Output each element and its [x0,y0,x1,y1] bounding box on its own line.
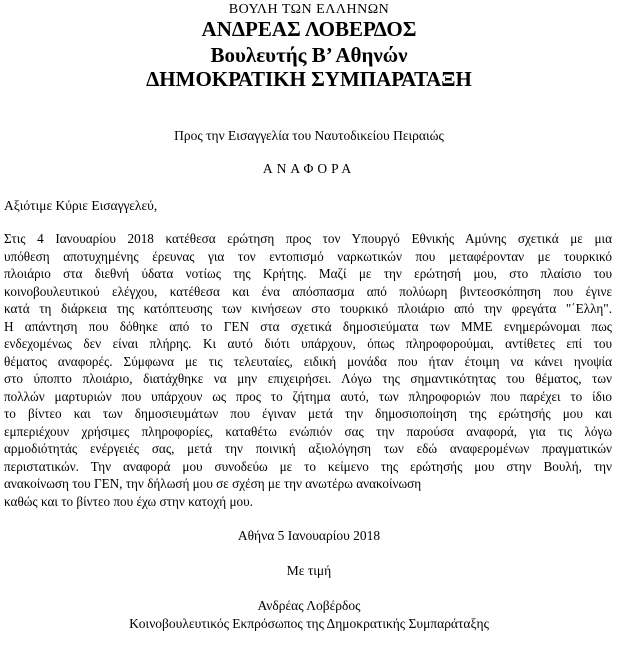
body-line: Η απάντηση που δόθηκε από το ΓΕΝ στα σχετικά δημοσιεύματα των ΜΜΕ ενημερώνομαι πως [4,318,612,334]
body-line: πλοιάριο στα διεθνή ύδατα νοτίως της Κρήτης. Μαζί με την ερώτησή μου, στο πλαίσιο του [4,266,612,281]
body-line: κοινοβουλευτικού ελέγχου, κατέθεσα και ένα απόσπασμα από πολύωρη βιντεοσκόπηση που έγινε [4,283,612,299]
body-line: κατά τη διάρκεια της κατόπτευσης των κινήσεων στο τουρκικό πλοιάριο από την φρεγάτα "΄Ελλη". [4,301,612,316]
body-line: αρμοδιότητάς ενέργειές σας, μετά την ποινική αξιολόγηση των εδώ αναφερομένων πραγματικών [4,441,612,456]
body-line: το βίντεο και των δημοσιευμάτων που έγιναν μετά την δημοσιοποίηση της ερώτησής μου και [4,406,612,421]
document-title: ΑΝΑΦΟΡΑ [262,161,356,176]
salutation: Αξιότιμε Κύριε Εισαγγελεύ, [4,198,158,213]
header-position: Βουλευτής Β’ Αθηνών [210,43,408,67]
header-name: ΑΝΔΡΕΑΣ ΛΟΒΕΡΔΟΣ [201,17,417,41]
body-line: ανακοίνωση του ΓΕΝ, την δήλωσή μου σε σχέση με την ανωτέρω ανακοίνωση [4,476,422,491]
body-line: στο ύποπτο πλοιάριο, διατάχθηκε να μην επιχειρήσει. Λόγω της σημαντικότητας του θέματος, των [4,371,612,386]
header-institution: ΒΟΥΛΗ ΤΩΝ ΕΛΛΗΝΩΝ [228,2,390,17]
closing: Με τιμή [286,563,332,578]
addressee: Προς την Εισαγγελία του Ναυτοδικείου Πειραιώς [174,128,444,143]
header-party: ΔΗΜΟΚΡΑΤΙΚΗ ΣΥΜΠΑΡΑΤΑΞΗ [146,67,472,91]
signer-role: Κοινοβουλευτικός Εκπρόσωπος της Δημοκρατικής Συμπαράταξης [129,616,489,631]
body-line: ενδεχομένως δεν είναι πλήρης. Κι αυτό διότι υπάρχουν, όπως πληροφορούμαι, αντίθετες επί του [4,336,612,351]
body-line: υπόθεση αποτυχημένης έρευνας για τον εντοπισμό ναρκωτικών που μεταφέρονταν με τουρκικό [4,248,612,264]
body-line: πολλών μαρτυριών που υπάρχουν ως προς το ζήτημα αυτό, των πληροφοριών που παρέχει το ίδιο [4,388,612,404]
body-line: εμπεριέχουν χρήσιμες πληροφορίες, καταθέτω ενώπιόν σας την παρούσα αναφορά, για τις λόγω [4,423,612,439]
body-paragraph [4,230,612,510]
body-line: περιστατικών. Την αναφορά μου συνοδεύω με το κείμενο της ερώτησής μου στην Βουλή, την [4,458,612,474]
body-line: Στις 4 Ιανουαρίου 2018 κατέθεσα ερώτηση προς τον Υπουργό Εθνικής Αμύνης σχετικά με μια [4,231,612,246]
signer-name: Ανδρέας Λοβέρδος [257,598,361,613]
date-line: Αθήνα 5 Ιανουαρίου 2018 [237,528,381,543]
body-line: θέματος αναφορές. Σύμφωνα με τις τελευταίες, ειδική μονάδα που ήταν έτοιμη να κάνει ηνοψία [4,353,612,369]
body-line: καθώς και το βίντεο που έχω στην κατοχή μου. [4,493,253,509]
